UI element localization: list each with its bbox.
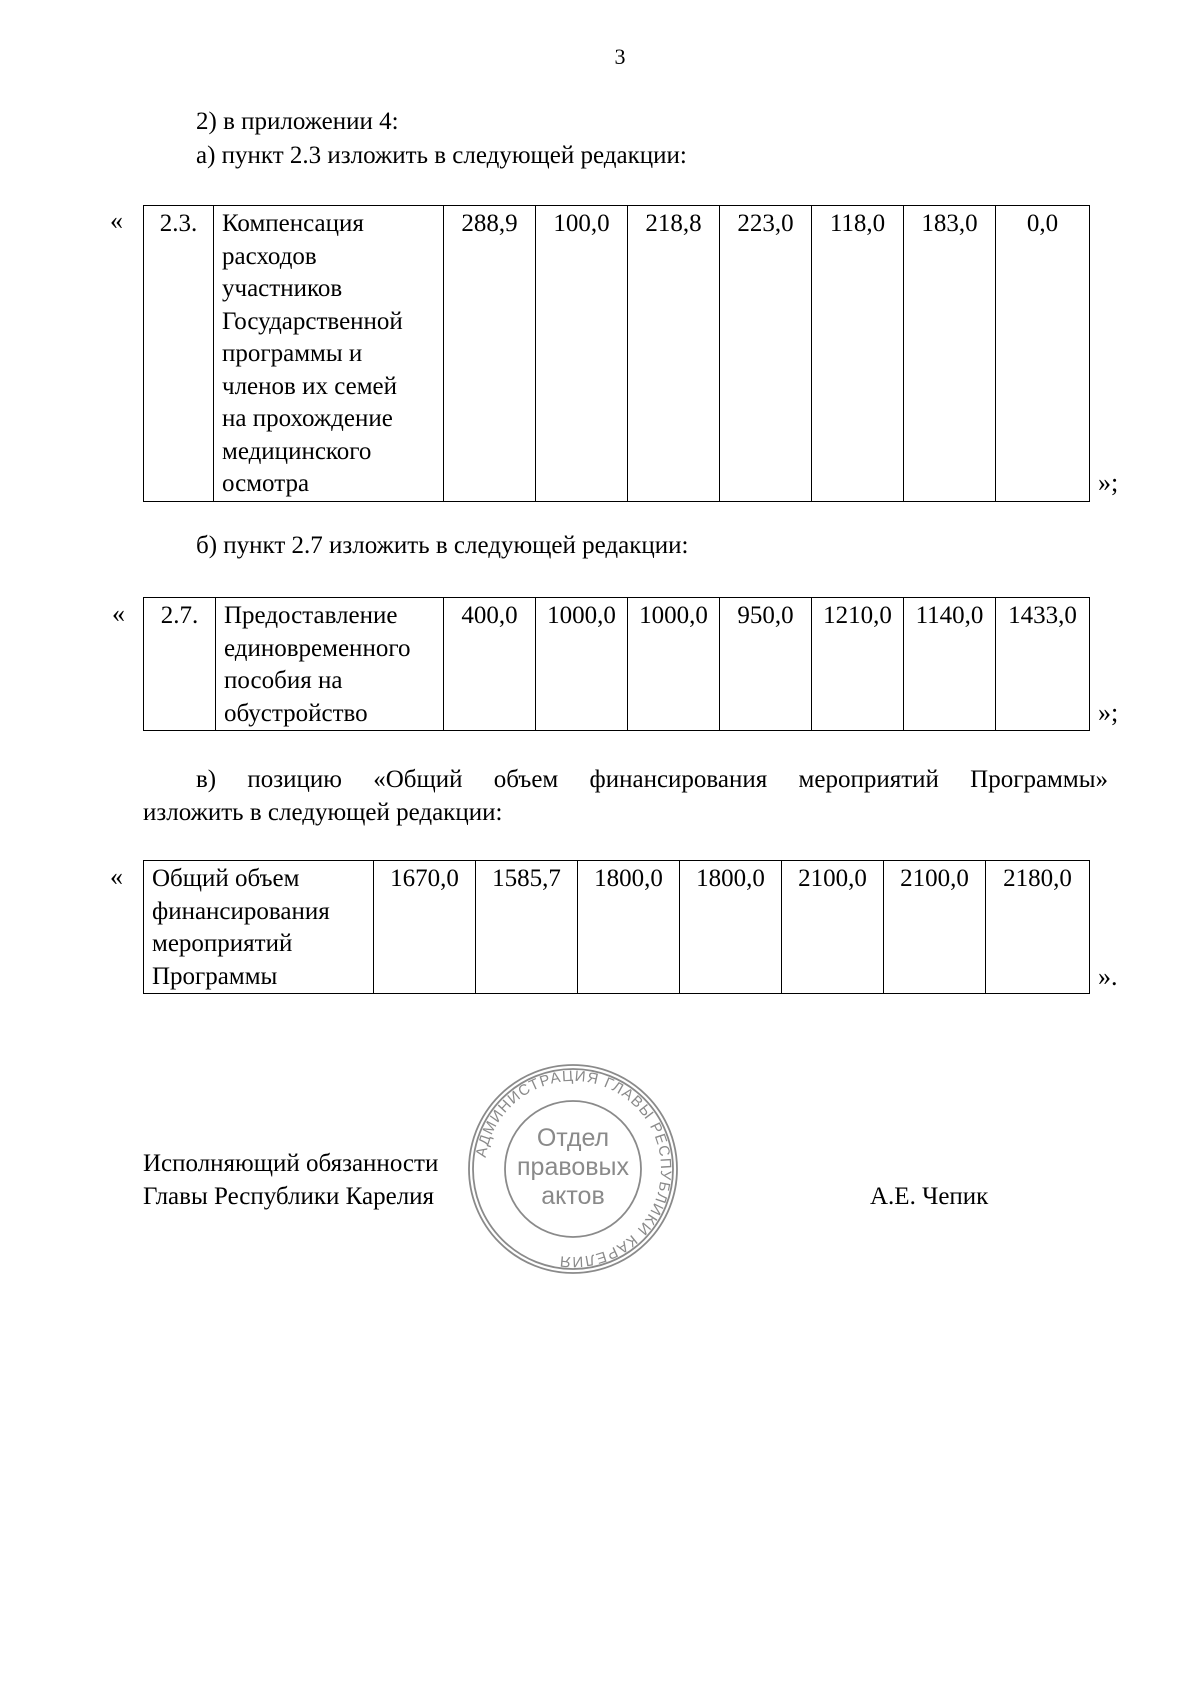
- value-cell: 288,9: [444, 206, 536, 502]
- value-cell: 1433,0: [996, 598, 1090, 731]
- value-cell: 950,0: [720, 598, 812, 731]
- item-label: Общий объем финансирования мероприятий Программы: [152, 865, 330, 990]
- value-cell: 1000,0: [628, 598, 720, 731]
- item-label: Предоставление единовременного пособия на обустройство: [224, 602, 411, 727]
- seal-center-line-3: актов: [541, 1182, 605, 1210]
- section-c-line-1: в) позицию «Общий объем финансирования мероприятий Программы»: [196, 766, 1108, 793]
- table-row: [144, 861, 1090, 994]
- value-cell: 2180,0: [986, 861, 1090, 994]
- value-cell: 218,8: [628, 206, 720, 502]
- value-cell: 1140,0: [904, 598, 996, 731]
- seal-center-line-2: правовых: [517, 1153, 629, 1181]
- legal-department-seal: [464, 1060, 682, 1278]
- table-item-2-7: [143, 597, 1090, 731]
- intro-line-item-2-3: а) пункт 2.3 изложить в следующей редакции:: [196, 142, 687, 169]
- signatory-name: А.Е. Чепик: [870, 1183, 989, 1210]
- item-label: Компенсация расходов участников Государственной программы и членов их семей на прохождение медицинского осмотра: [222, 210, 403, 497]
- value-cell: 223,0: [720, 206, 812, 502]
- section-b-line: б) пункт 2.7 изложить в следующей редакции:: [196, 532, 689, 559]
- signature-title-line-1: Исполняющий обязанности: [143, 1150, 439, 1177]
- signature-title-line-2: Главы Республики Карелия: [143, 1183, 435, 1210]
- value-cell: 2100,0: [884, 861, 986, 994]
- seal-ring-text: АДМИНИСТРАЦИЯ ГЛАВЫ РЕСПУБЛИКИ КАРЕЛИЯ: [472, 1067, 675, 1271]
- intro-line-appendix: 2) в приложении 4:: [196, 108, 399, 135]
- table-row: [144, 598, 1090, 731]
- item-label-cell: [144, 861, 374, 994]
- item-label-cell: [214, 206, 444, 502]
- section-c-line-2: изложить в следующей редакции:: [143, 799, 503, 826]
- close-quote-c: ».: [1098, 962, 1118, 991]
- value-cell: 183,0: [904, 206, 996, 502]
- value-cell: 400,0: [444, 598, 536, 731]
- open-quote-a: «: [110, 206, 123, 235]
- value-cell: 100,0: [536, 206, 628, 502]
- value-cell: 1585,7: [476, 861, 578, 994]
- table-row: [144, 206, 1090, 502]
- value-cell: 1800,0: [578, 861, 680, 994]
- table-item-2-3: [143, 205, 1090, 502]
- seal-center-line-1: Отдел: [536, 1124, 610, 1152]
- item-number-cell: 2.3.: [144, 206, 214, 502]
- value-cell: 1800,0: [680, 861, 782, 994]
- value-cell: 0,0: [996, 206, 1090, 502]
- value-cell: 2100,0: [782, 861, 884, 994]
- item-number-cell: 2.7.: [144, 598, 216, 731]
- value-cell: 118,0: [812, 206, 904, 502]
- page-number: 3: [614, 44, 626, 69]
- item-label-cell: [216, 598, 444, 731]
- close-quote-b: »;: [1098, 698, 1119, 727]
- value-cell: 1670,0: [374, 861, 476, 994]
- close-quote-a: »;: [1098, 468, 1119, 497]
- open-quote-b: «: [112, 599, 125, 628]
- open-quote-c: «: [110, 862, 123, 891]
- value-cell: 1210,0: [812, 598, 904, 731]
- value-cell: 1000,0: [536, 598, 628, 731]
- table-total-financing: [143, 860, 1090, 994]
